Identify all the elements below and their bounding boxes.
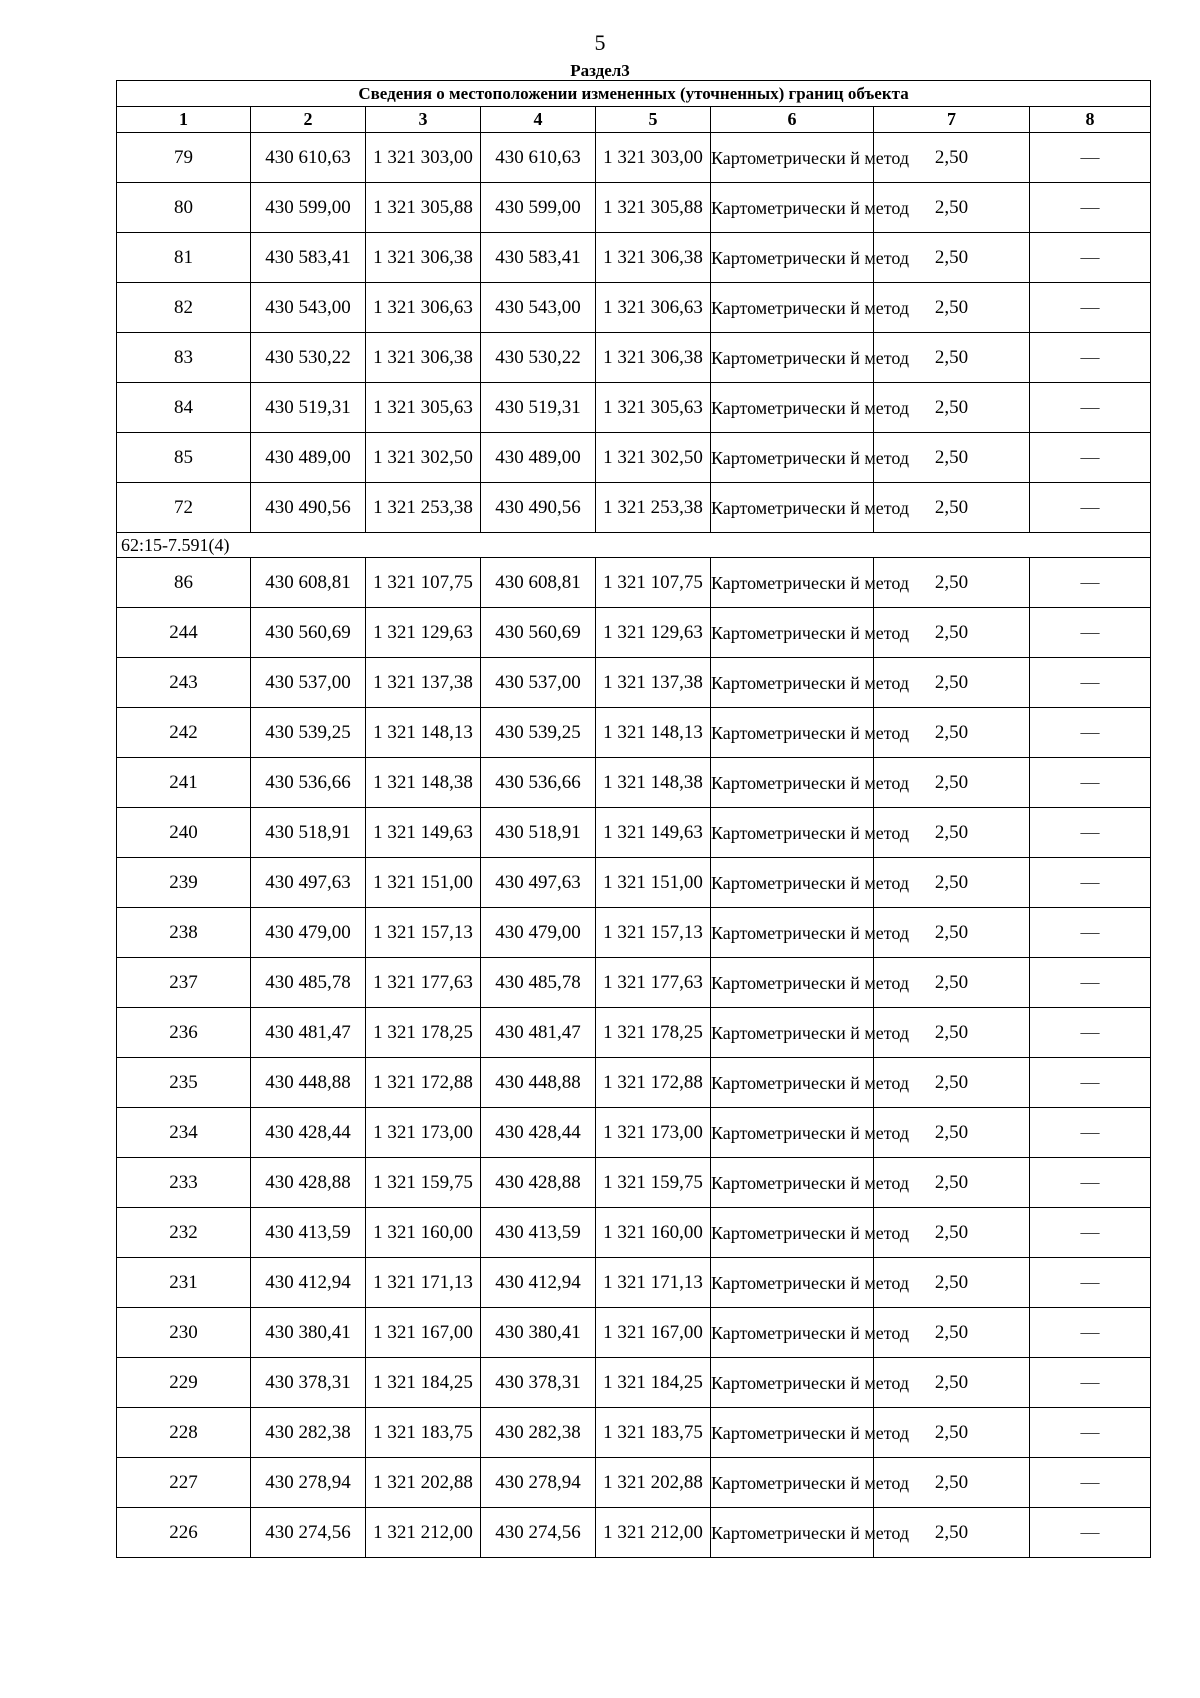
method-cell: Картометрически й метод (711, 1408, 874, 1458)
group-label: 62:15-7.591(4) (117, 533, 1151, 558)
y-old-cell: 1 321 253,38 (366, 483, 481, 533)
x-new-cell: 430 610,63 (481, 133, 596, 183)
description-cell: — (1030, 958, 1151, 1008)
x-old-cell: 430 497,63 (251, 858, 366, 908)
method-cell: Картометрически й метод (711, 1008, 874, 1058)
accuracy-cell: 2,50 (874, 1008, 1030, 1058)
method-cell: Картометрически й метод (711, 1308, 874, 1358)
table-row (117, 233, 1151, 283)
description-cell: — (1030, 1458, 1151, 1508)
method-cell: Картометрически й метод (711, 858, 874, 908)
accuracy-cell: 2,50 (874, 608, 1030, 658)
description-cell: — (1030, 283, 1151, 333)
x-new-cell: 430 485,78 (481, 958, 596, 1008)
table-row (117, 1008, 1151, 1058)
description-cell: — (1030, 908, 1151, 958)
x-new-cell: 430 599,00 (481, 183, 596, 233)
y-new-cell: 1 321 160,00 (596, 1208, 711, 1258)
table-row (117, 1108, 1151, 1158)
x-new-cell: 430 481,47 (481, 1008, 596, 1058)
method-cell: Картометрически й метод (711, 433, 874, 483)
point-number-cell: 72 (117, 483, 251, 533)
x-old-cell: 430 448,88 (251, 1058, 366, 1108)
y-old-cell: 1 321 137,38 (366, 658, 481, 708)
x-new-cell: 430 489,00 (481, 433, 596, 483)
x-old-cell: 430 481,47 (251, 1008, 366, 1058)
table-row (117, 183, 1151, 233)
x-old-cell: 430 489,00 (251, 433, 366, 483)
column-number-row (117, 107, 1151, 133)
column-number-5: 5 (596, 107, 711, 133)
x-old-cell: 430 519,31 (251, 383, 366, 433)
table-row (117, 433, 1151, 483)
x-old-cell: 430 608,81 (251, 558, 366, 608)
x-new-cell: 430 278,94 (481, 1458, 596, 1508)
description-cell: — (1030, 1158, 1151, 1208)
x-old-cell: 430 560,69 (251, 608, 366, 658)
method-cell: Картометрически й метод (711, 1458, 874, 1508)
method-cell: Картометрически й метод (711, 1108, 874, 1158)
table-row (117, 958, 1151, 1008)
description-cell: — (1030, 1108, 1151, 1158)
x-new-cell: 430 530,22 (481, 333, 596, 383)
x-new-cell: 430 560,69 (481, 608, 596, 658)
accuracy-cell: 2,50 (874, 1258, 1030, 1308)
column-number-2: 2 (251, 107, 366, 133)
point-number-cell: 244 (117, 608, 251, 658)
point-number-cell: 227 (117, 1458, 251, 1508)
x-new-cell: 430 497,63 (481, 858, 596, 908)
table-row (117, 558, 1151, 608)
point-number-cell: 237 (117, 958, 251, 1008)
point-number-cell: 81 (117, 233, 251, 283)
column-number-7: 7 (874, 107, 1030, 133)
y-old-cell: 1 321 167,00 (366, 1308, 481, 1358)
point-number-cell: 242 (117, 708, 251, 758)
y-old-cell: 1 321 159,75 (366, 1158, 481, 1208)
description-cell: — (1030, 1308, 1151, 1358)
x-new-cell: 430 428,88 (481, 1158, 596, 1208)
accuracy-cell: 2,50 (874, 1408, 1030, 1458)
accuracy-cell: 2,50 (874, 433, 1030, 483)
description-cell: — (1030, 858, 1151, 908)
accuracy-cell: 2,50 (874, 1108, 1030, 1158)
method-cell: Картометрически й метод (711, 1258, 874, 1308)
y-new-cell: 1 321 172,88 (596, 1058, 711, 1108)
accuracy-cell: 2,50 (874, 1358, 1030, 1408)
y-new-cell: 1 321 305,88 (596, 183, 711, 233)
table-row (117, 333, 1151, 383)
y-old-cell: 1 321 177,63 (366, 958, 481, 1008)
y-new-cell: 1 321 306,63 (596, 283, 711, 333)
x-old-cell: 430 610,63 (251, 133, 366, 183)
method-cell: Картометрически й метод (711, 233, 874, 283)
point-number-cell: 232 (117, 1208, 251, 1258)
column-number-3: 3 (366, 107, 481, 133)
description-cell: — (1030, 133, 1151, 183)
y-old-cell: 1 321 184,25 (366, 1358, 481, 1408)
x-new-cell: 430 543,00 (481, 283, 596, 333)
table-title: Сведения о местоположении измененных (уточненных) границ объекта (117, 81, 1151, 107)
x-new-cell: 430 282,38 (481, 1408, 596, 1458)
method-cell: Картометрически й метод (711, 383, 874, 433)
table-row (117, 1408, 1151, 1458)
table-row (117, 1458, 1151, 1508)
x-old-cell: 430 412,94 (251, 1258, 366, 1308)
accuracy-cell: 2,50 (874, 558, 1030, 608)
y-new-cell: 1 321 183,75 (596, 1408, 711, 1458)
method-cell: Картометрически й метод (711, 1358, 874, 1408)
point-number-cell: 80 (117, 183, 251, 233)
accuracy-cell: 2,50 (874, 858, 1030, 908)
point-number-cell: 226 (117, 1508, 251, 1558)
point-number-cell: 241 (117, 758, 251, 808)
method-cell: Картометрически й метод (711, 1058, 874, 1108)
accuracy-cell: 2,50 (874, 758, 1030, 808)
method-cell: Картометрически й метод (711, 908, 874, 958)
table-row (117, 658, 1151, 708)
accuracy-cell: 2,50 (874, 183, 1030, 233)
table-row (117, 483, 1151, 533)
x-old-cell: 430 278,94 (251, 1458, 366, 1508)
y-old-cell: 1 321 305,88 (366, 183, 481, 233)
y-old-cell: 1 321 151,00 (366, 858, 481, 908)
y-old-cell: 1 321 148,38 (366, 758, 481, 808)
point-number-cell: 84 (117, 383, 251, 433)
accuracy-cell: 2,50 (874, 958, 1030, 1008)
accuracy-cell: 2,50 (874, 383, 1030, 433)
x-old-cell: 430 378,31 (251, 1358, 366, 1408)
description-cell: — (1030, 658, 1151, 708)
point-number-cell: 229 (117, 1358, 251, 1408)
point-number-cell: 231 (117, 1258, 251, 1308)
point-number-cell: 236 (117, 1008, 251, 1058)
method-cell: Картометрически й метод (711, 133, 874, 183)
x-old-cell: 430 583,41 (251, 233, 366, 283)
point-number-cell: 86 (117, 558, 251, 608)
y-new-cell: 1 321 177,63 (596, 958, 711, 1008)
table-row (117, 1208, 1151, 1258)
description-cell: — (1030, 1208, 1151, 1258)
description-cell: — (1030, 433, 1151, 483)
x-old-cell: 430 485,78 (251, 958, 366, 1008)
accuracy-cell: 2,50 (874, 708, 1030, 758)
method-cell: Картометрически й метод (711, 483, 874, 533)
table-row (117, 1158, 1151, 1208)
x-new-cell: 430 539,25 (481, 708, 596, 758)
x-old-cell: 430 537,00 (251, 658, 366, 708)
accuracy-cell: 2,50 (874, 333, 1030, 383)
description-cell: — (1030, 808, 1151, 858)
method-cell: Картометрически й метод (711, 658, 874, 708)
accuracy-cell: 2,50 (874, 1208, 1030, 1258)
y-old-cell: 1 321 160,00 (366, 1208, 481, 1258)
y-old-cell: 1 321 129,63 (366, 608, 481, 658)
table-row (117, 1508, 1151, 1558)
x-old-cell: 430 536,66 (251, 758, 366, 808)
y-new-cell: 1 321 303,00 (596, 133, 711, 183)
point-number-cell: 228 (117, 1408, 251, 1458)
y-new-cell: 1 321 184,25 (596, 1358, 711, 1408)
y-new-cell: 1 321 129,63 (596, 608, 711, 658)
method-cell: Картометрически й метод (711, 608, 874, 658)
y-new-cell: 1 321 148,13 (596, 708, 711, 758)
point-number-cell: 230 (117, 1308, 251, 1358)
x-old-cell: 430 530,22 (251, 333, 366, 383)
y-new-cell: 1 321 149,63 (596, 808, 711, 858)
table-row (117, 608, 1151, 658)
table-row (117, 1258, 1151, 1308)
y-old-cell: 1 321 303,00 (366, 133, 481, 183)
description-cell: — (1030, 383, 1151, 433)
x-old-cell: 430 543,00 (251, 283, 366, 333)
x-old-cell: 430 539,25 (251, 708, 366, 758)
point-number-cell: 233 (117, 1158, 251, 1208)
y-new-cell: 1 321 159,75 (596, 1158, 711, 1208)
method-cell: Картометрически й метод (711, 808, 874, 858)
x-old-cell: 430 599,00 (251, 183, 366, 233)
table-row (117, 758, 1151, 808)
x-new-cell: 430 519,31 (481, 383, 596, 433)
description-cell: — (1030, 183, 1151, 233)
y-old-cell: 1 321 171,13 (366, 1258, 481, 1308)
coordinates-table (116, 80, 1151, 1558)
y-old-cell: 1 321 202,88 (366, 1458, 481, 1508)
y-new-cell: 1 321 173,00 (596, 1108, 711, 1158)
y-old-cell: 1 321 306,38 (366, 333, 481, 383)
x-new-cell: 430 518,91 (481, 808, 596, 858)
x-old-cell: 430 380,41 (251, 1308, 366, 1358)
point-number-cell: 83 (117, 333, 251, 383)
point-number-cell: 239 (117, 858, 251, 908)
y-new-cell: 1 321 212,00 (596, 1508, 711, 1558)
point-number-cell: 82 (117, 283, 251, 333)
accuracy-cell: 2,50 (874, 808, 1030, 858)
method-cell: Картометрически й метод (711, 958, 874, 1008)
y-old-cell: 1 321 305,63 (366, 383, 481, 433)
accuracy-cell: 2,50 (874, 283, 1030, 333)
description-cell: — (1030, 483, 1151, 533)
method-cell: Картометрически й метод (711, 558, 874, 608)
y-new-cell: 1 321 148,38 (596, 758, 711, 808)
x-old-cell: 430 428,44 (251, 1108, 366, 1158)
accuracy-cell: 2,50 (874, 1508, 1030, 1558)
method-cell: Картометрически й метод (711, 283, 874, 333)
description-cell: — (1030, 1508, 1151, 1558)
x-new-cell: 430 380,41 (481, 1308, 596, 1358)
point-number-cell: 243 (117, 658, 251, 708)
table-row (117, 383, 1151, 433)
x-new-cell: 430 479,00 (481, 908, 596, 958)
table-body (117, 133, 1151, 1558)
accuracy-cell: 2,50 (874, 1308, 1030, 1358)
y-new-cell: 1 321 202,88 (596, 1458, 711, 1508)
description-cell: — (1030, 1058, 1151, 1108)
description-cell: — (1030, 558, 1151, 608)
method-cell: Картометрически й метод (711, 708, 874, 758)
table-row (117, 133, 1151, 183)
accuracy-cell: 2,50 (874, 1458, 1030, 1508)
x-old-cell: 430 490,56 (251, 483, 366, 533)
description-cell: — (1030, 1358, 1151, 1408)
y-new-cell: 1 321 107,75 (596, 558, 711, 608)
table-row (117, 1058, 1151, 1108)
y-old-cell: 1 321 306,63 (366, 283, 481, 333)
method-cell: Картометрически й метод (711, 1158, 874, 1208)
y-old-cell: 1 321 302,50 (366, 433, 481, 483)
y-new-cell: 1 321 157,13 (596, 908, 711, 958)
y-old-cell: 1 321 157,13 (366, 908, 481, 958)
table-row (117, 1308, 1151, 1358)
y-old-cell: 1 321 178,25 (366, 1008, 481, 1058)
description-cell: — (1030, 758, 1151, 808)
x-old-cell: 430 282,38 (251, 1408, 366, 1458)
x-new-cell: 430 378,31 (481, 1358, 596, 1408)
y-new-cell: 1 321 178,25 (596, 1008, 711, 1058)
page-number: 5 (594, 30, 606, 55)
x-new-cell: 430 274,56 (481, 1508, 596, 1558)
table-row (117, 858, 1151, 908)
y-old-cell: 1 321 148,13 (366, 708, 481, 758)
method-cell: Картометрически й метод (711, 1208, 874, 1258)
y-new-cell: 1 321 151,00 (596, 858, 711, 908)
x-new-cell: 430 490,56 (481, 483, 596, 533)
y-new-cell: 1 321 305,63 (596, 383, 711, 433)
accuracy-cell: 2,50 (874, 908, 1030, 958)
point-number-cell: 85 (117, 433, 251, 483)
accuracy-cell: 2,50 (874, 233, 1030, 283)
y-new-cell: 1 321 306,38 (596, 233, 711, 283)
y-old-cell: 1 321 212,00 (366, 1508, 481, 1558)
column-number-1: 1 (117, 107, 251, 133)
method-cell: Картометрически й метод (711, 758, 874, 808)
y-new-cell: 1 321 167,00 (596, 1308, 711, 1358)
y-old-cell: 1 321 107,75 (366, 558, 481, 608)
y-old-cell: 1 321 149,63 (366, 808, 481, 858)
table-row (117, 283, 1151, 333)
y-old-cell: 1 321 306,38 (366, 233, 481, 283)
accuracy-cell: 2,50 (874, 658, 1030, 708)
y-new-cell: 1 321 171,13 (596, 1258, 711, 1308)
point-number-cell: 238 (117, 908, 251, 958)
y-old-cell: 1 321 173,00 (366, 1108, 481, 1158)
method-cell: Картометрически й метод (711, 1508, 874, 1558)
x-new-cell: 430 428,44 (481, 1108, 596, 1158)
y-new-cell: 1 321 302,50 (596, 433, 711, 483)
method-cell: Картометрически й метод (711, 333, 874, 383)
column-number-4: 4 (481, 107, 596, 133)
x-new-cell: 430 536,66 (481, 758, 596, 808)
column-number-8: 8 (1030, 107, 1151, 133)
point-number-cell: 240 (117, 808, 251, 858)
x-new-cell: 430 608,81 (481, 558, 596, 608)
x-new-cell: 430 413,59 (481, 1208, 596, 1258)
x-old-cell: 430 518,91 (251, 808, 366, 858)
y-old-cell: 1 321 183,75 (366, 1408, 481, 1458)
point-number-cell: 235 (117, 1058, 251, 1108)
point-number-cell: 234 (117, 1108, 251, 1158)
description-cell: — (1030, 1008, 1151, 1058)
x-new-cell: 430 583,41 (481, 233, 596, 283)
accuracy-cell: 2,50 (874, 133, 1030, 183)
table-row (117, 808, 1151, 858)
x-new-cell: 430 448,88 (481, 1058, 596, 1108)
x-old-cell: 430 479,00 (251, 908, 366, 958)
table-row (117, 1358, 1151, 1408)
point-number-cell: 79 (117, 133, 251, 183)
x-old-cell: 430 274,56 (251, 1508, 366, 1558)
y-new-cell: 1 321 137,38 (596, 658, 711, 708)
accuracy-cell: 2,50 (874, 483, 1030, 533)
x-old-cell: 430 413,59 (251, 1208, 366, 1258)
x-new-cell: 430 537,00 (481, 658, 596, 708)
section-label: Раздел3 (570, 61, 630, 80)
method-cell: Картометрически й метод (711, 183, 874, 233)
description-cell: — (1030, 233, 1151, 283)
y-new-cell: 1 321 253,38 (596, 483, 711, 533)
description-cell: — (1030, 608, 1151, 658)
x-old-cell: 430 428,88 (251, 1158, 366, 1208)
y-old-cell: 1 321 172,88 (366, 1058, 481, 1108)
table-row (117, 908, 1151, 958)
x-new-cell: 430 412,94 (481, 1258, 596, 1308)
accuracy-cell: 2,50 (874, 1058, 1030, 1108)
description-cell: — (1030, 1258, 1151, 1308)
group-header-row (117, 533, 1151, 558)
table-row (117, 708, 1151, 758)
y-new-cell: 1 321 306,38 (596, 333, 711, 383)
description-cell: — (1030, 708, 1151, 758)
accuracy-cell: 2,50 (874, 1158, 1030, 1208)
column-number-6: 6 (711, 107, 874, 133)
description-cell: — (1030, 1408, 1151, 1458)
description-cell: — (1030, 333, 1151, 383)
